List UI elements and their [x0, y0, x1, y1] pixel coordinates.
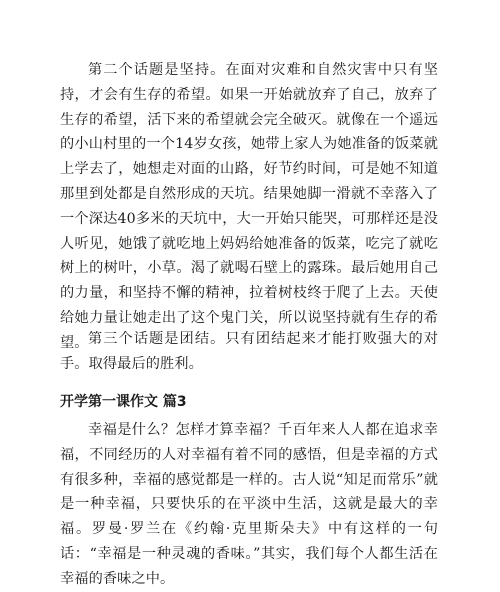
paragraph-happiness: 幸福是什么？怎样才算幸福？千百年来人人都在追求幸福，不同经历的人对幸福有着不同的感悟，但是幸福的方式有很多种，幸福的感觉都是一样的。古人说“知足而常乐”就是一种幸福，只要快乐的在平淡中生活，这就是最大的幸福。罗曼·罗兰在《约翰·克里斯朵夫》中有这样的一句话：“幸福是一种灵魂的香味。”其实，我们每个人都生活在幸福的香味之中。	[60, 422, 438, 587]
paragraph-unity: 第三个话题是团结。只有团结起来才能打败强大的对手。取得最后的胜利。	[60, 331, 438, 372]
paragraph-persistence: 第二个话题是坚持。在面对灾难和自然灾害中只有坚持，才会有生存的希望。如果一开始就放弃了自己，放弃了生存的希望，活下来的希望就会完全破灭。就像在一个遥远的小山村里的一个14岁女孩，她带上家人为她准备的饭菜就上学去了，她想走对面的山路，好节约时间，可是她不知道那里到处都是自然形成的天坑。结果她脚一滑就不幸落入了一个深达40多米的天坑中，大一开始只能哭，可那样还是没人听见，她饿了就吃地上妈妈给她准备的饭菜，吃完了就吃树上的树叶，小草。渴了就喝石壁上的露珠。最后她用自己的力量，和坚持不懈的精神，拉着树枝终于爬了上去。天使给她力量让她走出了这个鬼门关，所以说坚持就有生存的希望。	[60, 62, 438, 351]
section-heading: 开学第一课作文 篇3	[60, 394, 187, 410]
